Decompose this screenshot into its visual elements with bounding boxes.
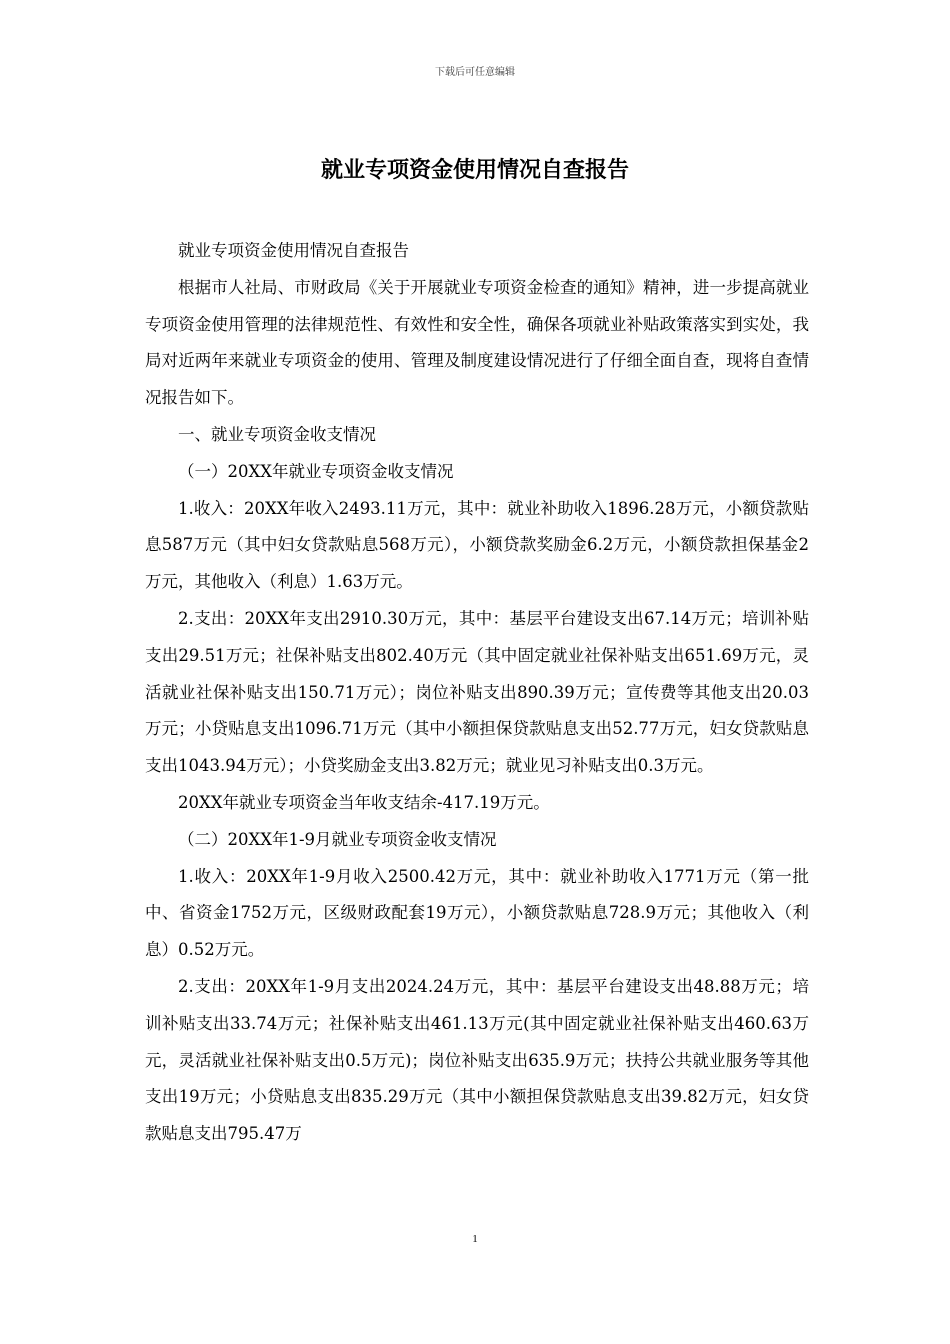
section-heading-1: 一、就业专项资金收支情况 <box>178 424 376 444</box>
paragraph-intro: 根据市人社局、市财政局《关于开展就业专项资金检查的通知》精神，进一步提高就业专项资金使用管理的法律规范性、有效性和安全性，确保各项就业补贴政策落实到实处，我局对近两年来就业专项资金的使用、管理及制度建设情况进行了仔细全面自查，现将自查情况报告如下。 <box>145 277 809 408</box>
subsection-heading-2: （二）20XX年1-9月就业专项资金收支情况 <box>178 829 497 849</box>
page-number: 1 <box>472 1233 478 1245</box>
paragraph-income-1: 1.收入：20XX年收入2493.11万元，其中：就业补助收入1896.28万元，小额贷款贴息587万元（其中妇女贷款贴息568万元），小额贷款奖励金6.2万元，小额贷款担保基金2万元，其他收入（利息）1.63万元。 <box>145 498 809 592</box>
paragraph-income-2: 1.收入：20XX年1-9月收入2500.42万元，其中：就业补助收入1771万元（第一批中、省资金1752万元，区级财政配套19万元），小额贷款贴息728.9万元；其他收入（利息）0.52万元。 <box>145 866 809 960</box>
paragraph-expense-1: 2.支出：20XX年支出2910.30万元，其中：基层平台建设支出67.14万元；培训补贴支出29.51万元；社保补贴支出802.40万元（其中固定就业社保补贴支出651.69万元，灵活就业社保补贴支出150.71万元）；岗位补贴支出890.39万元；宣传费等其他支出20.03万元；小贷贴息支出1096.71万元（其中小额担保贷款贴息支出52.77万元，妇女贷款贴息支出1043.94万元）；小贷奖励金支出3.82万元；就业见习补贴支出0.3万元。 <box>145 608 809 776</box>
document-body <box>145 233 809 1153</box>
paragraph-expense-2: 2.支出：20XX年1-9月支出2024.24万元，其中：基层平台建设支出48.88万元；培训补贴支出33.74万元；社保补贴支出461.13万元(其中固定就业社保补贴支出460.63万元，灵活就业社保补贴支出0.5万元)；岗位补贴支出635.9万元；扶持公共就业服务等其他支出19万元；小贷贴息支出835.29万元（其中小额担保贷款贴息支出39.82万元，妇女贷款贴息支出795.47万 <box>145 976 809 1144</box>
document-title: 就业专项资金使用情况自查报告 <box>320 158 629 183</box>
subsection-heading-1: （一）20XX年就业专项资金收支情况 <box>178 461 454 481</box>
page-header-note: 下载后可任意编辑 <box>435 67 515 78</box>
paragraph-subtitle: 就业专项资金使用情况自查报告 <box>178 241 409 260</box>
paragraph-balance: 20XX年就业专项资金当年收支结余-417.19万元。 <box>178 792 550 812</box>
